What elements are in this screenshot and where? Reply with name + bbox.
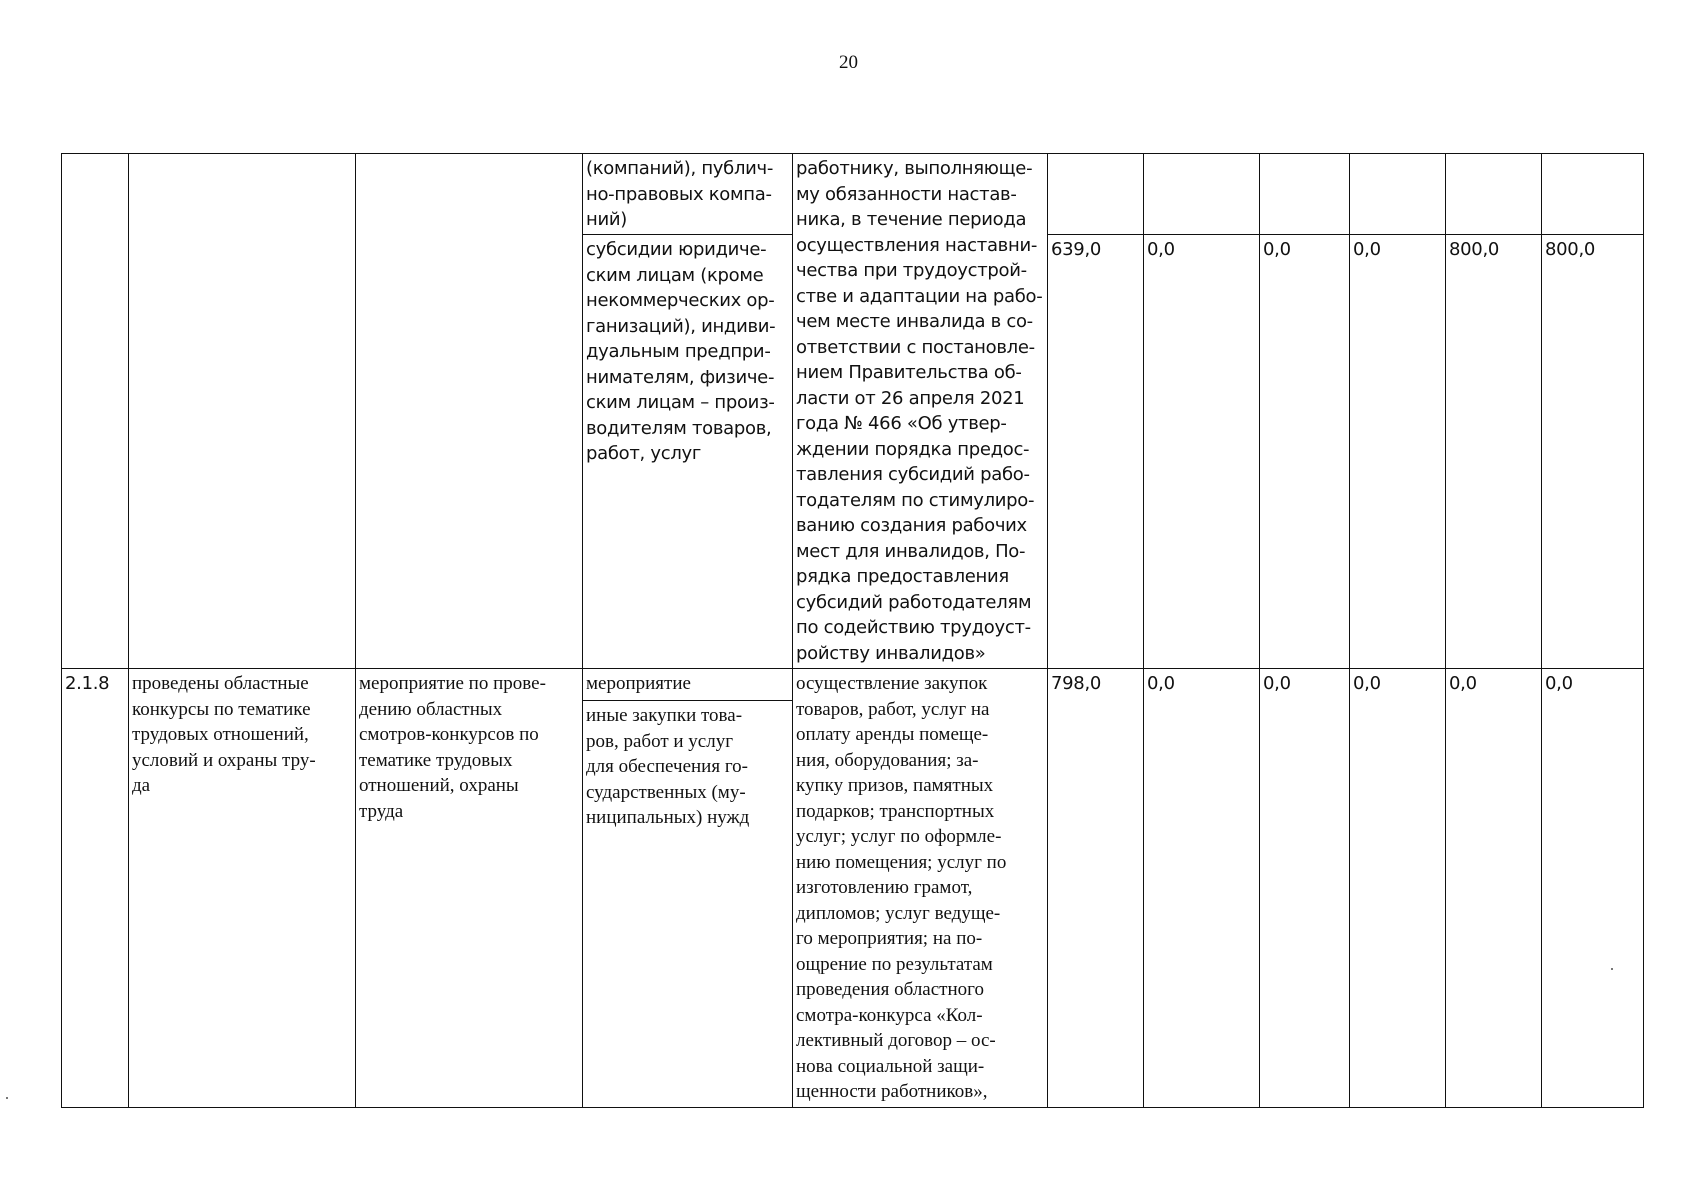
cell-value: 798,0 xyxy=(1048,669,1144,1108)
cell-expense-type-text: субсидии юридиче- ским лицам (кроме некоммерческих ор- ганизаций), индиви- дуальным предпри- нимателям, физиче- ским лицам – произ- водителям товаров, работ, услуг xyxy=(586,239,776,464)
cell-value: 0,0 xyxy=(1260,235,1350,669)
cell-event xyxy=(356,154,583,669)
cell-expense-type-text: иные закупки това- ров, работ и услуг для обеспечения го- сударственных (му- ниципальных) нужд xyxy=(586,705,750,828)
cell-purpose xyxy=(793,669,1048,1108)
cell-value-empty xyxy=(1350,154,1446,235)
cell-value: 0,0 xyxy=(1350,669,1446,1108)
cell-value-empty xyxy=(1260,154,1350,235)
budget-table xyxy=(61,153,1644,1108)
cell-expense-type-text: мероприятие xyxy=(586,673,691,694)
cell-value: 0,0 xyxy=(1446,669,1542,1108)
cell-expense-type xyxy=(583,669,793,701)
cell-expense-type xyxy=(583,235,793,669)
cell-number-text: 2.1.8 xyxy=(65,673,110,694)
cell-purpose xyxy=(793,154,1048,669)
cell-value: 800,0 xyxy=(1446,235,1542,669)
cell-event xyxy=(356,669,583,1108)
cell-value: 0,0 xyxy=(1542,669,1644,1108)
page-number: 20 xyxy=(839,52,858,73)
cell-number xyxy=(62,669,129,1108)
cell-purpose-text: работнику, выполняюще- му обязанности настав- ника, в течение периода осуществления наставни- чества при трудоустрой- стве и адаптации на рабо- чем месте инвалида в со- ответствии с постановле- нием Правительства об- ласти от 26 апреля 2021 года № 466 «Об утвер- ждении порядка предос- тавления субсидий рабо- тодателям по стимулиро- ванию создания рабочих мест для инвалидов, По- рядка предоставления субсидий работодателям по содействию трудоуст- ройству инвалидов» xyxy=(796,158,1043,664)
cell-result xyxy=(129,669,356,1108)
scan-speck xyxy=(1611,968,1613,970)
cell-result xyxy=(129,154,356,669)
cell-expense-type-text: (компаний), публич- но-правовых компа- ний) xyxy=(586,158,774,230)
cell-event-text: мероприятие по прове- дению областных смотров-конкурсов по тематике трудовых отношений, охраны труда xyxy=(359,673,546,822)
cell-number xyxy=(62,154,129,669)
cell-result-text: проведены областные конкурсы по тематике трудовых отношений, условий и охраны тру- да xyxy=(132,673,316,796)
cell-value: 639,0 xyxy=(1048,235,1144,669)
cell-value-empty xyxy=(1446,154,1542,235)
cell-value: 0,0 xyxy=(1144,669,1260,1108)
cell-value: 800,0 xyxy=(1542,235,1644,669)
cell-expense-type xyxy=(583,154,793,235)
table-row xyxy=(62,154,1644,235)
cell-expense-type xyxy=(583,701,793,1108)
cell-purpose-text: осуществление закупок товаров, работ, услуг на оплату аренды помеще- ния, оборудования; за- купку призов, памятных подарков; транспортных услуг; услуг по оформле- нию помещения; услуг по изготовлению грамот, дипломов; услуг ведуще- го мероприятия; на по- ощрение по результатам проведения областного смотра-конкурса «Кол- лективный договор – ос- нова социальной защи- щенности работников», xyxy=(796,673,1007,1102)
cell-value: 0,0 xyxy=(1350,235,1446,669)
cell-value-empty xyxy=(1048,154,1144,235)
cell-value-empty xyxy=(1144,154,1260,235)
cell-value: 0,0 xyxy=(1144,235,1260,669)
table-row xyxy=(62,669,1644,701)
cell-value-empty xyxy=(1542,154,1644,235)
scan-speck xyxy=(6,1097,8,1099)
cell-value: 0,0 xyxy=(1260,669,1350,1108)
